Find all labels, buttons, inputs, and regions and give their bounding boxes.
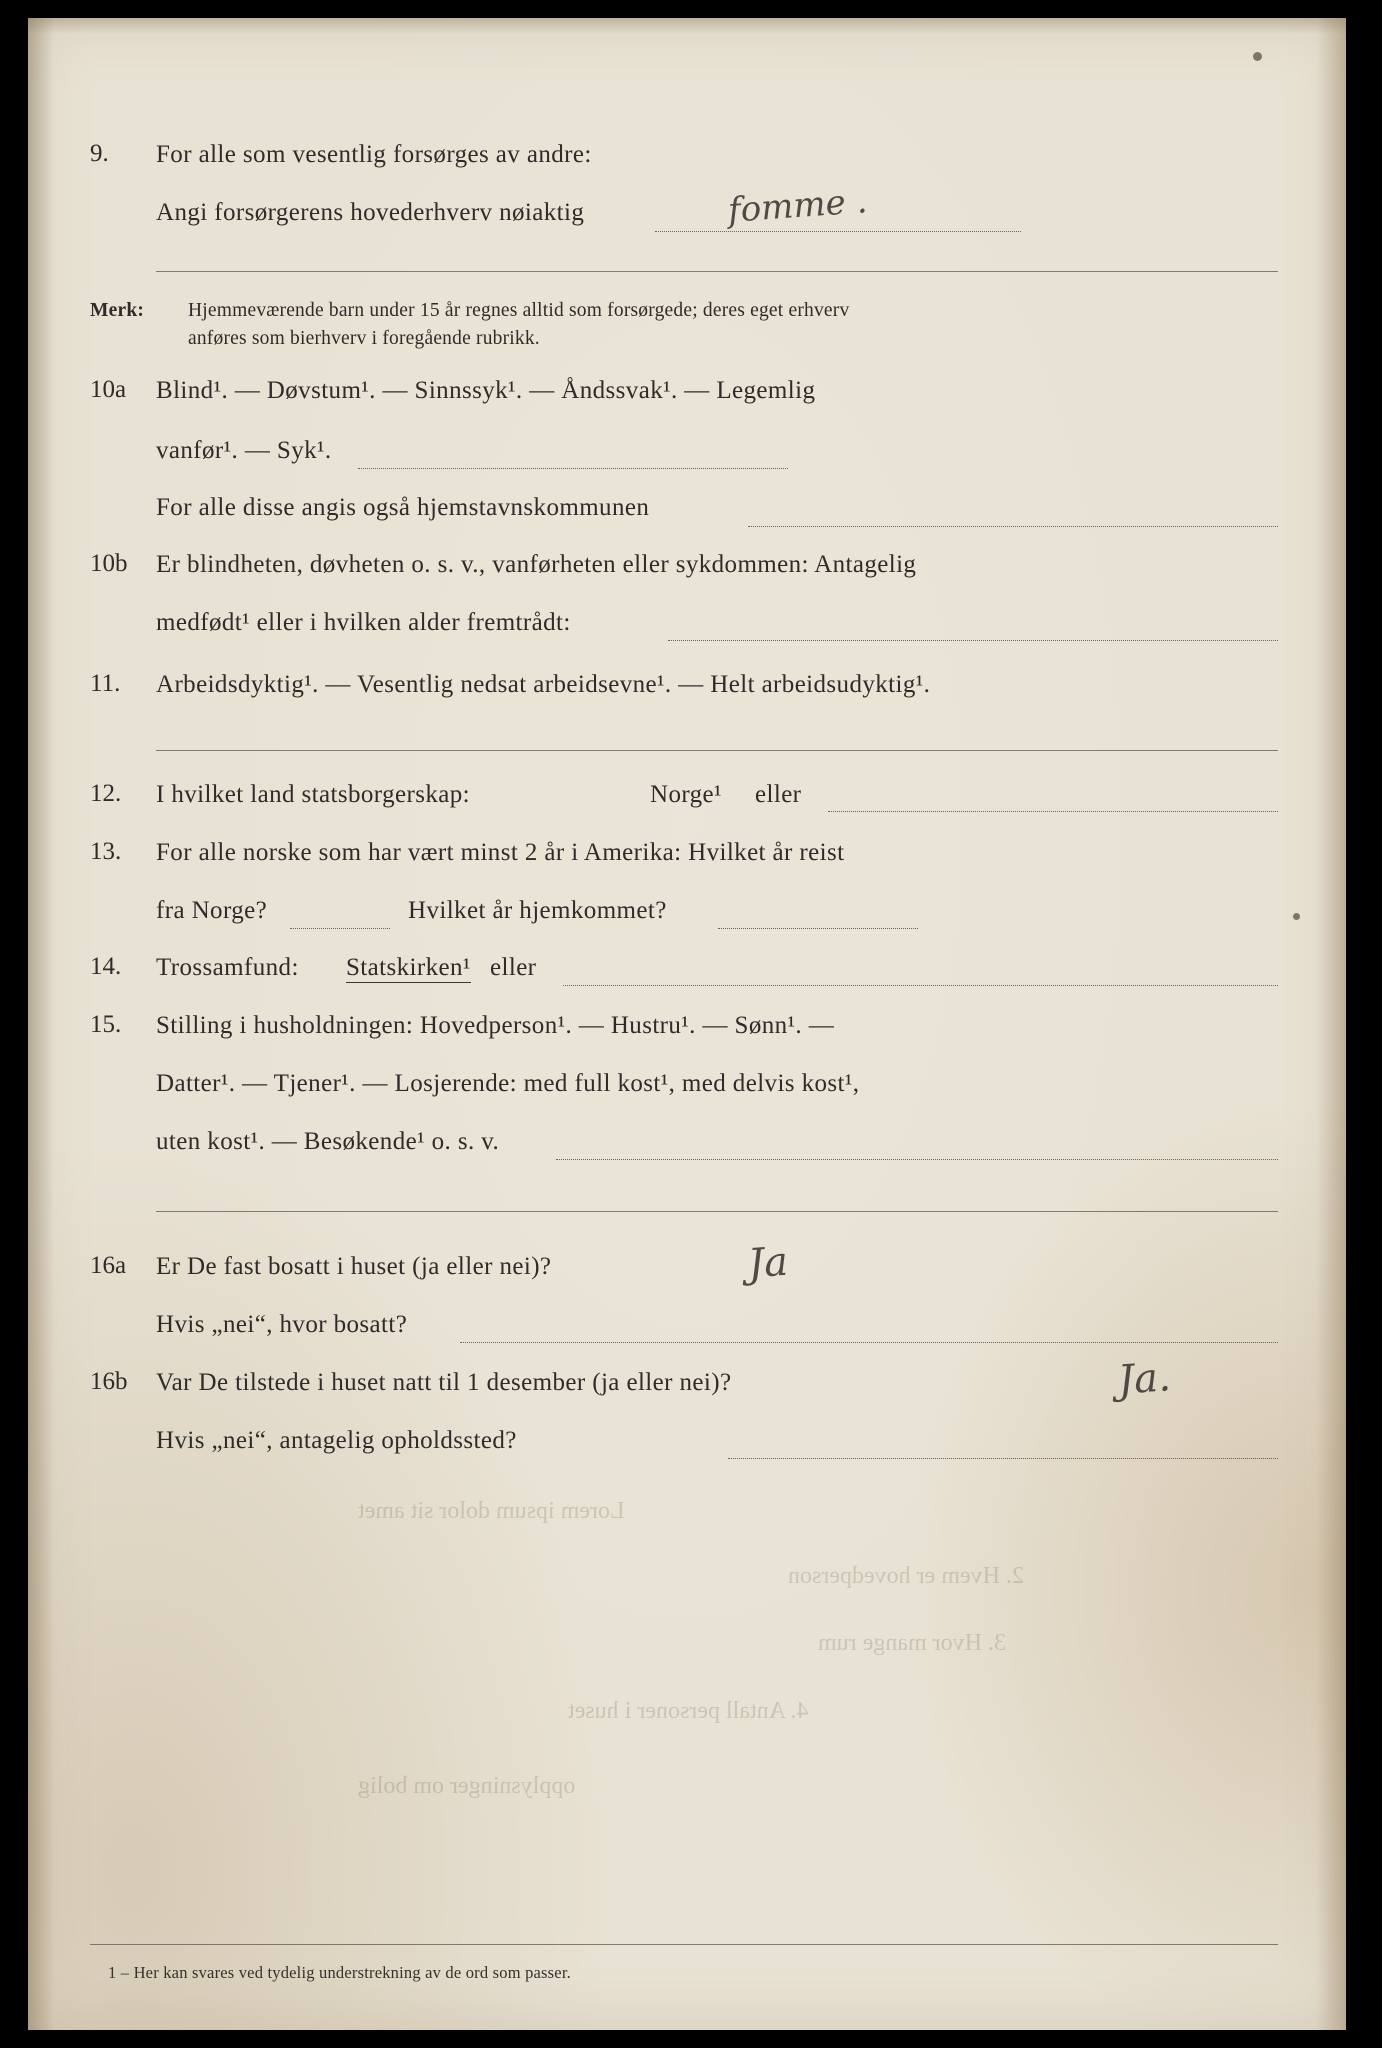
q16a-answer-handwriting: Ja xyxy=(746,1238,790,1288)
q15-line-3: uten kost¹. — Besøkende¹ o. s. v. xyxy=(156,1128,500,1155)
note-line-2: anføres som bierhverv i foregående rubrikk. xyxy=(188,328,540,349)
footnote xyxy=(108,1963,571,1983)
q10b-number: 10b xyxy=(90,550,128,577)
form-content xyxy=(28,18,1346,2030)
footnote-dash: – xyxy=(116,1963,134,1982)
note-label: Merk: xyxy=(90,300,145,321)
q15-answer-dotted-line xyxy=(556,1159,1278,1160)
q15-number: 15. xyxy=(90,1011,122,1038)
q10b-line-1: Er blindheten, døvheten o. s. v., vanførheten eller sykdommen: Antagelig xyxy=(156,551,917,578)
bleed-through-text-5: opplysninger om bolig xyxy=(358,1773,576,1799)
bleed-through-text-4: 4. Antall personer i huset xyxy=(568,1698,809,1724)
footnote-marker: 1 xyxy=(108,1963,117,1982)
q10a-line3-dotted-line xyxy=(748,526,1278,527)
q14-tail: eller xyxy=(490,954,537,981)
q16b-line-1: Var De tilstede i huset natt til 1 desember (ja eller nei)? xyxy=(156,1369,732,1396)
note-line-1: Hjemmeværende barn under 15 år regnes alltid som forsørgede; deres eget erhverv xyxy=(188,300,850,321)
q12-answer-dotted-line xyxy=(828,811,1278,812)
q10a-line-2: vanfør¹. — Syk¹. xyxy=(156,437,332,464)
divider-above-footnote xyxy=(90,1944,1278,1945)
q13-return-year-dotted-line xyxy=(718,928,918,929)
q14-answer-dotted-line xyxy=(563,985,1278,986)
q10a-line-1: Blind¹. — Døvstum¹. — Sinnssyk¹. — Åndssvak¹. — Legemlig xyxy=(156,377,816,404)
q16a-line-2: Hvis „nei“, hvor bosatt? xyxy=(156,1311,408,1338)
q9-line-2: Angi forsørgerens hovederhverv nøiaktig xyxy=(156,199,585,226)
q10b-line-2: medfødt¹ eller i hvilken alder fremtrådt: xyxy=(156,609,571,636)
divider-after-q15 xyxy=(156,1211,1278,1212)
q12-line-1: I hvilket land statsborgerskap: xyxy=(156,781,470,808)
q13-number: 13. xyxy=(90,838,122,865)
q12-number: 12. xyxy=(90,780,122,807)
q10b-answer-dotted-line xyxy=(668,640,1278,641)
q9-answer-dotted-line xyxy=(655,231,1021,232)
bleed-through-text-2: 2. Hvem er hovedperson xyxy=(788,1563,1024,1589)
q16a-line-1: Er De fast bosatt i huset (ja eller nei)? xyxy=(156,1253,552,1280)
q10a-line2-dotted-line xyxy=(358,468,788,469)
q14-answer-underlined: Statskirken¹ xyxy=(346,954,471,981)
q16b-answer-dotted-line xyxy=(728,1458,1278,1459)
q16b-number: 16b xyxy=(90,1368,128,1395)
q9-line-1: For alle som vesentlig forsørges av andre: xyxy=(156,141,592,168)
q13-from-norway-dotted-line xyxy=(290,928,390,929)
q14-label: Trossamfund: xyxy=(156,954,299,981)
q9-number: 9. xyxy=(90,140,109,167)
q13-line-1: For alle norske som har vært minst 2 år i Amerika: Hvilket år reist xyxy=(156,839,845,866)
q10a-number: 10a xyxy=(90,376,127,403)
footnote-text: Her kan svares ved tydelig understrekning av de ord som passer. xyxy=(133,1963,571,1982)
divider-after-q11 xyxy=(156,750,1278,751)
divider-after-q9 xyxy=(156,271,1278,272)
q16b-answer-handwriting: Ja. xyxy=(1116,1354,1173,1404)
q15-line-1: Stilling i husholdningen: Hovedperson¹. — Hustru¹. — Sønn¹. — xyxy=(156,1012,835,1039)
q16b-line-2: Hvis „nei“, antagelig opholdssted? xyxy=(156,1427,517,1454)
q11-number: 11. xyxy=(90,670,121,697)
q16a-number: 16a xyxy=(90,1252,127,1279)
q15-line-2: Datter¹. — Tjener¹. — Losjerende: med full kost¹, med delvis kost¹, xyxy=(156,1070,860,1097)
bleed-through-text-1: Lorem ipsum dolor sit amet xyxy=(358,1498,625,1524)
q13-line-2a: fra Norge? xyxy=(156,897,268,924)
bleed-through-text-3: 3. Hvor mange rum xyxy=(818,1630,1006,1656)
q12-line-tail: eller xyxy=(755,781,802,808)
q11-line-1: Arbeidsdyktig¹. — Vesentlig nedsat arbeidsevne¹. — Helt arbeidsudyktig¹. xyxy=(156,671,931,698)
q10a-line-3: For alle disse angis også hjemstavnskommunen xyxy=(156,494,650,521)
scanned-page xyxy=(28,18,1346,2030)
q13-line-2b: Hvilket år hjemkommet? xyxy=(408,897,667,924)
q12-printed-answer: Norge¹ xyxy=(650,781,722,808)
q14-number: 14. xyxy=(90,953,122,980)
q14-printed-answer xyxy=(346,953,471,983)
q9-answer-handwriting: fomme . xyxy=(726,181,869,231)
q16a-answer-dotted-line xyxy=(460,1342,1278,1343)
